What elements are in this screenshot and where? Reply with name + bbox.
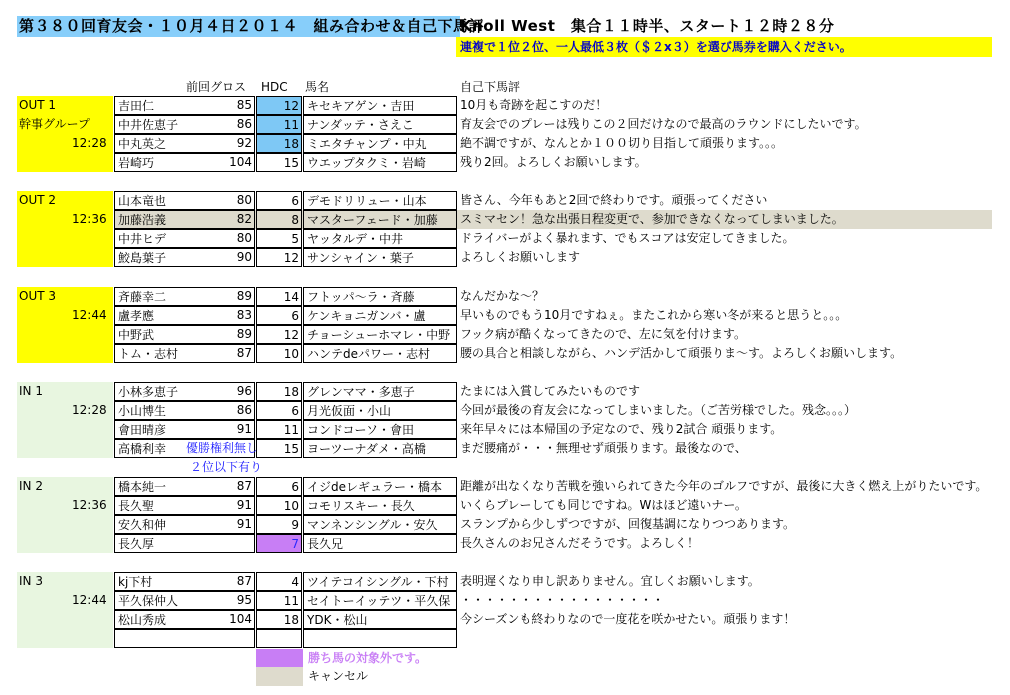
gross-score: 87: [236, 479, 252, 493]
player-comment: 表明遅くなり申し訳ありません。宜しくお願いします。: [460, 574, 760, 588]
handicap: 5: [256, 229, 302, 248]
player-comment: スミマセン！急な出張日程変更で、参加できなくなってしまいました。: [460, 212, 844, 226]
handicap: 10: [256, 344, 302, 363]
page-title-right: Knoll West 集合１１時半、スタート１２時２８分: [460, 17, 835, 35]
gross-score: 104: [229, 155, 252, 169]
gross-score: 86: [236, 403, 252, 417]
gross-score: [170, 534, 254, 553]
gross-score: 優勝権利無し: [186, 441, 259, 455]
header-horse: 馬名: [305, 80, 330, 94]
gross-score: 86: [236, 117, 252, 131]
group-label: IN 2: [19, 479, 43, 493]
player-name: 鮫島葉子: [114, 248, 255, 267]
horse-name: コモリスキー・長久: [303, 496, 457, 515]
group-label: OUT 1: [19, 98, 57, 112]
horse-name: ハンテdeパワー・志村: [303, 344, 457, 363]
player-name: 會田晴彦: [114, 420, 255, 439]
horse-name: [303, 629, 457, 648]
gross-score: 85: [236, 98, 252, 112]
group-label: OUT 2: [19, 193, 57, 207]
player-name: 長久厚: [114, 534, 255, 553]
gross-score: 89: [236, 289, 252, 303]
horse-name: デモドリリュー・山本: [303, 191, 457, 210]
player-comment: よろしくお願いします: [460, 250, 581, 264]
handicap: 15: [256, 153, 302, 172]
gross-score: 90: [236, 250, 252, 264]
handicap: 12: [256, 96, 302, 115]
gross-score: 83: [236, 308, 252, 322]
instructions-banner: 連複で１位２位、一人最低３枚（＄２x３）を選び馬券を購入ください。: [456, 37, 992, 57]
handicap: 14: [256, 287, 302, 306]
handicap: 7: [256, 534, 302, 553]
player-comment: 来年早々には本帰国の予定なので、残り2試合 頑張ります。: [460, 422, 783, 436]
handicap: 9: [256, 515, 302, 534]
tee-time: 12:36: [72, 498, 107, 512]
horse-name: ミエタチャンプ・中丸: [303, 134, 457, 153]
horse-name: フトッパ〜ラ・斉藤: [303, 287, 457, 306]
player-name: 吉田仁: [114, 96, 255, 115]
player-name: トム・志村: [114, 344, 255, 363]
player-comment: ・・・・・・・・・・・・・・・・・: [460, 593, 665, 607]
player-comment: まだ腰痛が・・・無理せず頑張ります。最後なので、: [460, 441, 747, 455]
player-name: 橋本純一: [114, 477, 255, 496]
group-label: IN 1: [19, 384, 43, 398]
tee-time: 12:36: [72, 212, 107, 226]
handicap: 12: [256, 325, 302, 344]
handicap: 15: [256, 439, 302, 458]
handicap: 6: [256, 306, 302, 325]
gross-score: 87: [236, 574, 252, 588]
handicap: 12: [256, 248, 302, 267]
handicap: 11: [256, 420, 302, 439]
player-name: 山本竜也: [114, 191, 255, 210]
handicap: 18: [256, 134, 302, 153]
player-comment: 距離が出なくなり苦戦を強いられてきた今年のゴルフですが、最後に大きく燃え上がりたいです。: [460, 479, 988, 493]
player-comment: たまには入賞してみたいものです: [460, 384, 641, 398]
tee-time: 12:44: [72, 308, 107, 322]
gross-score: 96: [236, 384, 252, 398]
player-comment: [460, 629, 995, 648]
legend-text-cancel: キャンセル: [308, 669, 369, 683]
horse-name: キセキアゲン・吉田: [303, 96, 457, 115]
gross-score: 80: [236, 193, 252, 207]
handicap: 4: [256, 572, 302, 591]
horse-name: マスターフェード・加藤: [303, 210, 457, 229]
player-comment: 育友会でのプレーは残りこの２回だけなので最高のラウンドにしたいです。: [460, 117, 867, 131]
player-comment: 今シーズンも終わりなので一度花を咲かせたい。頑張ります！: [460, 612, 796, 626]
player-name: 中井佐恵子: [114, 115, 255, 134]
player-comment: スランプから少しずつですが、回復基調になりつつあります。: [460, 517, 796, 531]
player-name: 松山秀成: [114, 610, 255, 629]
gross-score: 91: [236, 422, 252, 436]
player-name: 中井ヒデ: [114, 229, 255, 248]
group-sublabel: 幹事グループ: [19, 117, 91, 131]
header-gross: 前回グロス: [186, 80, 247, 94]
group-label: OUT 3: [19, 289, 57, 303]
handicap: 6: [256, 191, 302, 210]
handicap: 8: [256, 210, 302, 229]
horse-name: セイトーイッテツ・平久保: [303, 591, 457, 610]
legend-swatch-purple: [256, 649, 303, 668]
handicap: 18: [256, 610, 302, 629]
horse-name: ヤッタルデ・中井: [303, 229, 457, 248]
player-name: 加藤浩義: [114, 210, 255, 229]
horse-name: マンネンシングル・安久: [303, 515, 457, 534]
gross-score: 91: [236, 498, 252, 512]
tee-time: 12:28: [72, 403, 107, 417]
player-comment: ドライバーがよく暴れます、でもスコアは安定してきました。: [460, 231, 795, 245]
handicap: [256, 629, 302, 648]
gross-score: 95: [236, 593, 252, 607]
handicap: 6: [256, 477, 302, 496]
player-comment: いくらプレーしても同じですね。Wはほど遠いナー。: [460, 498, 747, 512]
player-name: 小山博生: [114, 401, 255, 420]
player-name: 平久保仲人: [114, 591, 255, 610]
player-comment: 腰の具合と相談しながら、ハンデ活かして頑張りま〜す。よろしくお願いします。: [460, 346, 903, 360]
handicap: 6: [256, 401, 302, 420]
player-comment: 10月も奇跡を起こすのだ！: [460, 98, 608, 112]
gross-score: 91: [236, 517, 252, 531]
handicap: 18: [256, 382, 302, 401]
gross-score: 87: [236, 346, 252, 360]
player-name: 中丸英之: [114, 134, 255, 153]
horse-name: イジdeレギュラー・橋本: [303, 477, 457, 496]
horse-name: グレンママ・多恵子: [303, 382, 457, 401]
horse-name: コンドコーソ・會田: [303, 420, 457, 439]
gross-score: 89: [236, 327, 252, 341]
page-title: 第３８０回育友会・１０月４日２０１４ 組み合わせ＆自己下馬評: [19, 17, 485, 35]
player-name: 小林多恵子: [114, 382, 255, 401]
horse-name: YDK・松山: [303, 610, 457, 629]
player-name: 長久聖: [114, 496, 255, 515]
legend-swatch-tan: [256, 667, 303, 686]
horse-name: チョーシューホマレ・中野: [303, 325, 457, 344]
horse-name: ケンキョニガンバ・盧: [303, 306, 457, 325]
legend-text-not-eligible: 勝ち馬の対象外です。: [308, 651, 428, 665]
group-label: IN 3: [19, 574, 43, 588]
handicap: 11: [256, 115, 302, 134]
horse-name: ウエップタクミ・岩崎: [303, 153, 457, 172]
player-comment: フック病が酷くなってきたので、左に気を付けます。: [460, 327, 746, 341]
second-place-note: ２位以下有り: [190, 460, 263, 474]
horse-name: サンシャイン・葉子: [303, 248, 457, 267]
gross-score: 80: [236, 231, 252, 245]
gross-score: 82: [236, 212, 252, 226]
horse-name: 長久兄: [303, 534, 457, 553]
gross-score: 104: [229, 612, 252, 626]
gross-score: 92: [236, 136, 252, 150]
header-hdc: HDC: [261, 80, 288, 94]
header-comment: 自己下馬評: [460, 80, 521, 94]
tee-time: 12:28: [72, 136, 107, 150]
player-comment: 残り2回。よろしくお願いします。: [460, 155, 647, 169]
player-name: 斉藤幸二: [114, 287, 255, 306]
gross-score: [170, 629, 254, 648]
tee-time: 12:44: [72, 593, 107, 607]
player-comment: 皆さん、今年もあと2回で終わりです。頑張ってください: [460, 193, 768, 207]
player-name: 安久和伸: [114, 515, 255, 534]
player-comment: 絶不調ですが、なんとか１００切り目指して頑張ります。。。: [460, 136, 784, 150]
player-name: 高橋利幸: [114, 439, 255, 458]
player-comment: 早いものでもう10月ですねぇ。またこれから寒い冬が来ると思うと。。。: [460, 308, 848, 322]
player-name: 盧孝應: [114, 306, 255, 325]
handicap: 11: [256, 591, 302, 610]
player-comment: 今回が最後の育友会になってしまいました。（ご苦労様でした。残念。。。）: [460, 403, 857, 417]
horse-name: ヨーツーナダメ・高橋: [303, 439, 457, 458]
horse-name: 月光仮面・小山: [303, 401, 457, 420]
handicap: 10: [256, 496, 302, 515]
player-comment: なんだかな〜？: [460, 289, 545, 303]
player-name: 岩崎巧: [114, 153, 255, 172]
horse-name: ツイテコイシングル・下村: [303, 572, 457, 591]
player-name: kj下村: [114, 572, 255, 591]
player-comment: 長久さんのお兄さんだそうです。よろしく！: [460, 536, 700, 550]
horse-name: ナンダッテ・さえこ: [303, 115, 457, 134]
player-name: 中野武: [114, 325, 255, 344]
